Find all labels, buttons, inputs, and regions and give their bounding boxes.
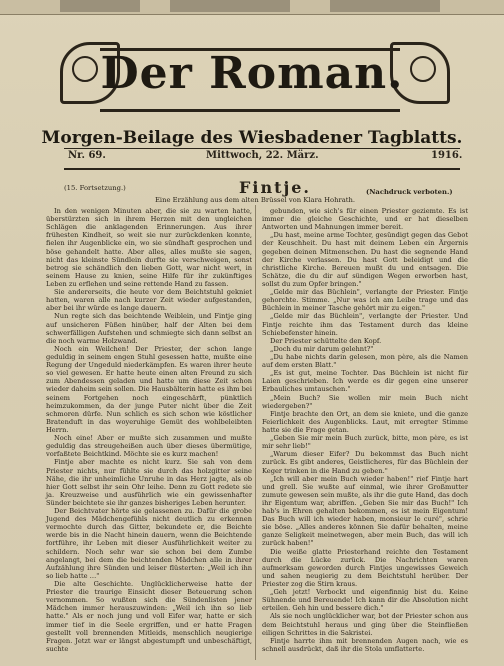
paragraph: Nun regte sich das beichtende Weiblein, und Fintje ging auf unsicheren Füßen hinüber, half der Alten bei dem schwerfälligen Aufstehen und schmiegte sich dann selbst an die noch warme Holzwand. [46, 312, 252, 345]
paragraph: Die alte Geschichte. Unglücklicherweise hatte der Priester die traurige Einsicht dieser Beteuerung schon vernommen. So wußten sich die Sündenlisten jener Mädchen immer herauszuwinden: „Weil ich ihn so lieb hatte." Als er noch jung und voll Eifer war, hatte er sich immer tief in die Seele ergriffen, und er hatte Fragen gestellt voll brennenden Mitleids, menschlich neugierige Fragen. Jetzt war er längst abgestumpft und unbeschäftigt, suchte [46, 580, 252, 653]
paragraph: Fintje brachte den Ort, an dem sie kniete, und die ganze Feierlichkeit des Augenblicks. Laut, mit erregter Stimme hatte sie die Frage getan. [262, 409, 468, 434]
paragraph: Fintje harrte ihm mit brennenden Augen nach, wie es schnell ausdrückt, daß ihr die Stola umflatterte. [262, 636, 468, 653]
paragraph: „Mein Buch? Sie wollen mir mein Buch nicht wiedergeben?" [262, 393, 468, 410]
divider [64, 168, 460, 170]
paragraph: „Warum dieser Eifer? Du bekommst das Buch nicht zurück. Es gibt anderes, Geistlicheres, für das Büchlein der Keger trinken in die Hand zu geben." [262, 450, 468, 475]
paragraph: Noch ein Weilchen! Der Priester, der schon lange geduldig in seinem engen Stuhl gesessen hatte, mußte eine Regung der Ungeduld niederkämpfen. Es waren ihrer heute so viel gewesen. Er hatte heute einen alten Freund zu sich zum Abendessen geladen und hatte um diese Zeit schon wieder daheim sein sollen. Die Hausbälterin hatte es ihm bei seinem Fortgehen noch eingeschärft, pünktlich heimzukommen, da der junge Puter nicht über die Zeit schmoren dürfe. Nun schlich es sich schon wie köstlicher Bratenduft in das woyeruhige Gemüt des wohlbeleibten Herrn. [46, 344, 252, 434]
issue-number: Nr. 69. [68, 150, 106, 161]
masthead [60, 40, 444, 112]
issue-info [66, 150, 463, 166]
paragraph: „Geben Sie mir mein Buch zurück, bitte, mon père, es ist mir sehr lieb!" [262, 434, 468, 451]
paragraph: „Du hast, meine arme Tochter, gesündigt gegen das Gebot der Keuschheit. Du hast mit deinem Leben ein Ärgernis gegeben deinen Mitmenschen. Du hast die segnende Hand der Kirche verlassen. Du hast Gott beleidigt und die christliche Kirche. Bereuen mußt du und entsagen. Die Schätze, die du dir auf sündigen Wegen erworben hast, sollst du zum Opfer bringen." [262, 231, 468, 288]
paragraph: „Geh jetzt! Verbockt und eigenfinnig bist du. Keine Sühnende und Bereuende! Ich kann dir die Absolution nicht erteilen. Geh hin und bessere dich." [262, 588, 468, 613]
paragraph: Der Beichtvater hörte sie gelassenen zu. Dafür die grobe Jugend des Mädchengefühls nicht deutlich zu erkennen vermochte durch das Gitter, bekundete er, die Beichte werde bis in die Nacht hinein dauern, wenn die Beichtende fortführe, ihr Leben mit dieser Ausführlichkeit weiter zu schildern. Noch sehr war sie schon bei dem Zumbe angelangt, bei dem die beichtenden Mädchen alle in ihrer Aufzählung ihre Sünden und leiser flüsterten: „Weil ich ihn so lieb hatte …" [46, 507, 252, 580]
paragraph: In den wenigen Minuten aber, die sie zu warten hatte, überstürzten sich in ihrem Herzen mit den ungleichen Schlägen die anklagenden Erinnerungen. Aus ihrer frühesten Kindheit, so weit sie nur zurückdenken konnte, fielen ihr Augenblicke ein, wo sie sündhaft gesprochen und böse gehandelt hatte. Aber alles, alles mußte sie sagen, nicht das kleinste Sündlein durfte sie verschweigen, sonst betrog sie schändlich den lieben Gott, war nicht wert, in seinem Hause zu knien, seine Hilfe für ihr zukünftiges Leben zu erflehen und seine rettende Hand zu fassen. [46, 207, 252, 288]
masthead-subtitle: Morgen-Beilage des Wiesbadener Tagblatts. [41, 128, 463, 148]
paragraph: Der Priester schüttelte den Kopf. [270, 336, 382, 345]
issue-date: Mittwoch, 22. März. [206, 150, 319, 161]
divider [64, 148, 460, 149]
column-divider [255, 205, 256, 660]
column-left [46, 207, 252, 653]
story-subtitle: Eine Erzählung aus dem alten Brüssel von Klara Hohrath. [154, 196, 356, 204]
paragraph: Sie andererseits, die heute vor dem Beichtstuhl gekniet hatten, waren alle nach kurzer Zeit wieder aufgestanden, aber bei ihr würde es lange dauern. [46, 288, 252, 313]
paragraph: „Ich will aber mein Buch wieder haben!" rief Fintje hart und grell. Sie wußte auf einmal, wie ihrer Großmutter zumute gewesen sein mußte, als ihr die gute Hand, das doch ihr Eigentum war, abriffen. „Geben Sie mir das Buch!" Ich hab's in Ehren gehalten bekommen, es ist mein Eigentum! Das Buch will ich wieder haben, monsieur le curé", schrie sie böse. „Alles anderes können Sie dafür behalten, meine ganze Seligkeit meinetwegen, aber mein Buch, das will ich zurück haben!" [262, 474, 468, 548]
paragraph: Fintje aber machte es nicht kurz. Sie sah von dem Priester nichts, nur fühlte sie durch das holzgitter seine Nähe, die ihr unheimliche Unruhe in das Herz jagte, als ob hier Gott selbst ihr sein Ohr leihe. Denn zu Gott redete sie ja. Kreuzweise und ausführlich wie ein gewissenhafter Sünder beichtete sie ihr ganzes bisheriges Leben herunter. [46, 458, 252, 507]
continuation-note: (15. Fortsetzung.) [64, 184, 126, 192]
paragraph: Noch eine! Aber er mußte sich zusammen und mußte geduldig das streugeheißen auch über dieses übermütige, vorfaßtete Beichtkind. Möchte sie es kurz machen! [46, 434, 252, 459]
previous-page-edge [0, 0, 504, 15]
column-right [262, 207, 468, 653]
masthead-title: Der Roman. [100, 48, 404, 99]
paragraph: gebunden, wie sich's für einen Priester geziemte. Es ist immer die gleiche Geschichte, und er hat dieselben Antworten und Mahnungen immer bereit. [262, 207, 468, 232]
paragraph: „Du habe nichts darin gelesen, mon père, als die Namen auf dem ersten Blatt." [262, 352, 468, 370]
paragraph: „Doch du mir darum gelehnt?" [270, 344, 374, 353]
reprint-note: (Nachdruck verboten.) [366, 188, 453, 196]
paragraph: Als sie noch unglücklicher war, bot der Priester schon aus dem Beichtstuhl heraus und ging über die Steinfließen eiligen Schrittes in die Sakristei. [262, 612, 468, 637]
paragraph: Die weiße glatte Priesterhand reichte den Testament durch die Lücke zurück. Die Nachrichten waren aufmerksam geworden durch Fintjes ungewisses Geweich und sahen neugierig zu dem Beichtstuhl herüber. Der Priester zog die Stirn kraus. [262, 547, 468, 589]
paragraph: „Es ist gut, meine Tochter. Das Büchlein ist nicht für Laien geschrieben. Ich werde es dir gegen eine unserer Erbauliches umtauschen." [262, 369, 468, 394]
issue-year: 1916. [431, 150, 463, 161]
paragraph: „Gelde mir das Büchlein", verlangte der Priester. Und Fintje reichte ihm das Testament durch das kleine Schiebefenster hinein. [262, 312, 468, 337]
story-title: Fintje. [239, 178, 311, 197]
paragraph: „Gelde mir das Büchlein", verlangte der Priester. Fintje gehorchte. Stimme. „Nur was ich am Leibe trage und das Büchlein in meiner Tasche gehört mir zu eigen." [262, 288, 468, 313]
